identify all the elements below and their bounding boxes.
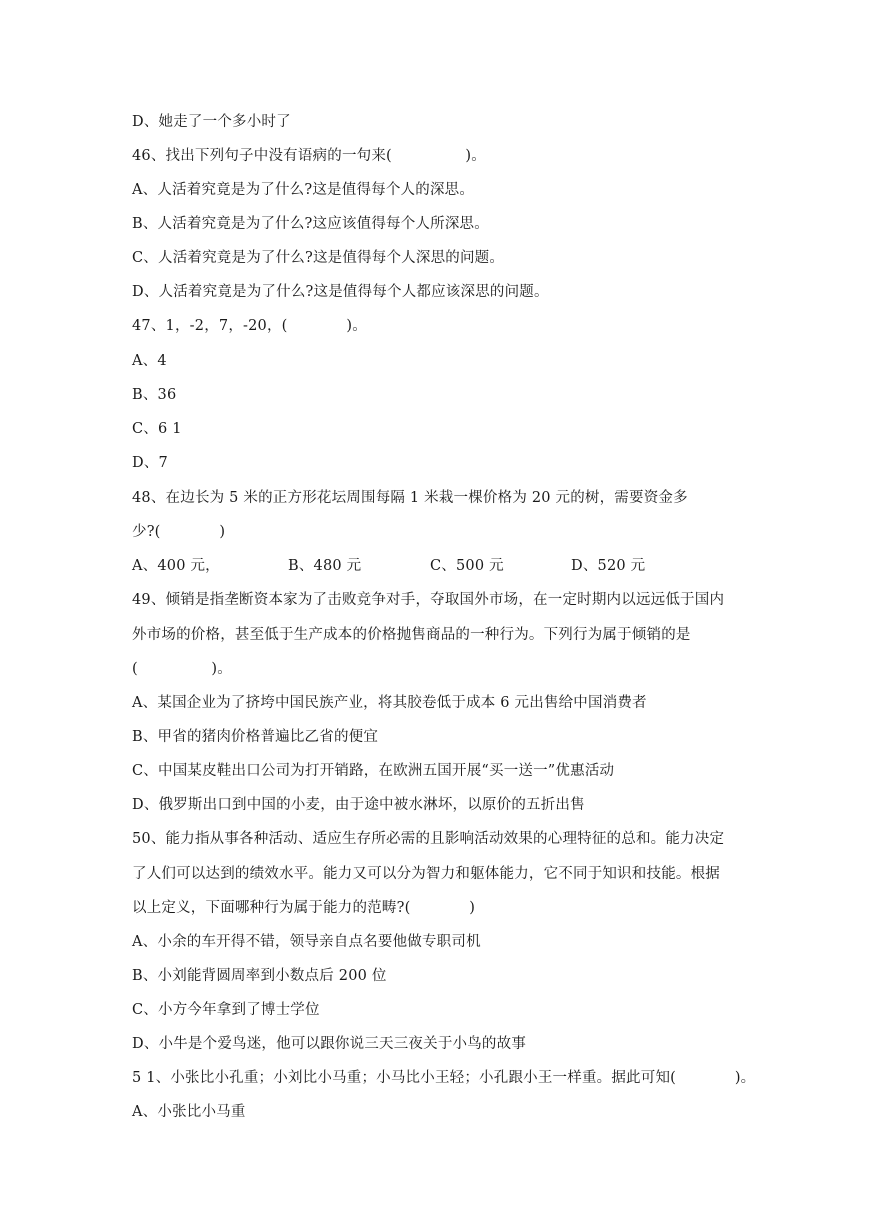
option-line: A、某国企业为了挤垮中国民族产业，将其胶卷低于成本 6 元出售给中国消费者 [132, 695, 647, 711]
question-51: 5 1、小张比小孔重；小刘比小马重；小马比小王轻；小孔跟小王一样重。据此可知( )。 [132, 1070, 756, 1086]
option-line: A、4 [132, 353, 167, 369]
option-line: D、7 [132, 455, 168, 471]
option-line: D、俄罗斯出口到中国的小麦，由于途中被水淋坏，以原价的五折出售 [132, 797, 585, 813]
question-48-cont: 少?( ) [132, 524, 226, 540]
option-line: C、小方今年拿到了博士学位 [132, 1002, 320, 1018]
question-46: 46、找出下列句子中没有语病的一句来( )。 [132, 148, 486, 164]
option-line: A、人活着究竟是为了什么?这是值得每个人的深思。 [132, 182, 475, 198]
option-c: C、500 元 [430, 558, 504, 574]
option-line: B、36 [132, 387, 177, 403]
text-line: D、她走了一个多小时了 [132, 114, 291, 130]
option-b: B、480 元 [288, 558, 362, 574]
option-line: B、小刘能背圆周率到小数点后 200 位 [132, 968, 387, 984]
option-line: A、小余的车开得不错，领导亲自点名要他做专职司机 [132, 934, 481, 950]
option-a: A、400 元， [132, 558, 220, 574]
option-line: C、人活着究竟是为了什么?这是值得每个人深思的问题。 [132, 250, 505, 266]
option-line: C、中国某皮鞋出口公司为打开销路，在欧洲五国开展“买一送一”优惠活动 [132, 763, 615, 779]
option-line: A、小张比小马重 [132, 1104, 246, 1120]
question-49-cont: ( )。 [132, 661, 232, 677]
option-d: D、520 元 [571, 558, 646, 574]
option-line: D、小牛是个爱鸟迷，他可以跟你说三天三夜关于小鸟的故事 [132, 1036, 527, 1052]
option-line: C、6 1 [132, 421, 182, 437]
question-50: 50、能力指从事各种活动、适应生存所必需的且影响活动效果的心理特征的总和。能力决定 [132, 831, 725, 847]
question-49-cont: 外市场的价格，甚至低于生产成本的价格抛售商品的一种行为。下列行为属于倾销的是 [132, 627, 691, 643]
question-49: 49、倾销是指垄断资本家为了击败竞争对手，夺取国外市场，在一定时期内以远远低于国内 [132, 592, 725, 608]
question-47: 47、1，-2，7，-20，( )。 [132, 318, 367, 334]
option-line: B、甲省的猪肉价格普遍比乙省的便宜 [132, 729, 379, 745]
option-line: D、人活着究竟是为了什么?这是值得每个人都应该深思的问题。 [132, 284, 549, 300]
option-line: B、人活着究竟是为了什么?这应该值得每个人所深思。 [132, 216, 489, 232]
question-48: 48、在边长为 5 米的正方形花坛周围每隔 1 米栽一棵价格为 20 元的树，需要资金多 [132, 490, 688, 506]
question-50-cont: 以上定义，下面哪种行为属于能力的范畴?( ) [132, 900, 476, 916]
question-50-cont: 了人们可以达到的绩效水平。能力又可以分为智力和躯体能力，它不同于知识和技能。根据 [132, 866, 720, 882]
